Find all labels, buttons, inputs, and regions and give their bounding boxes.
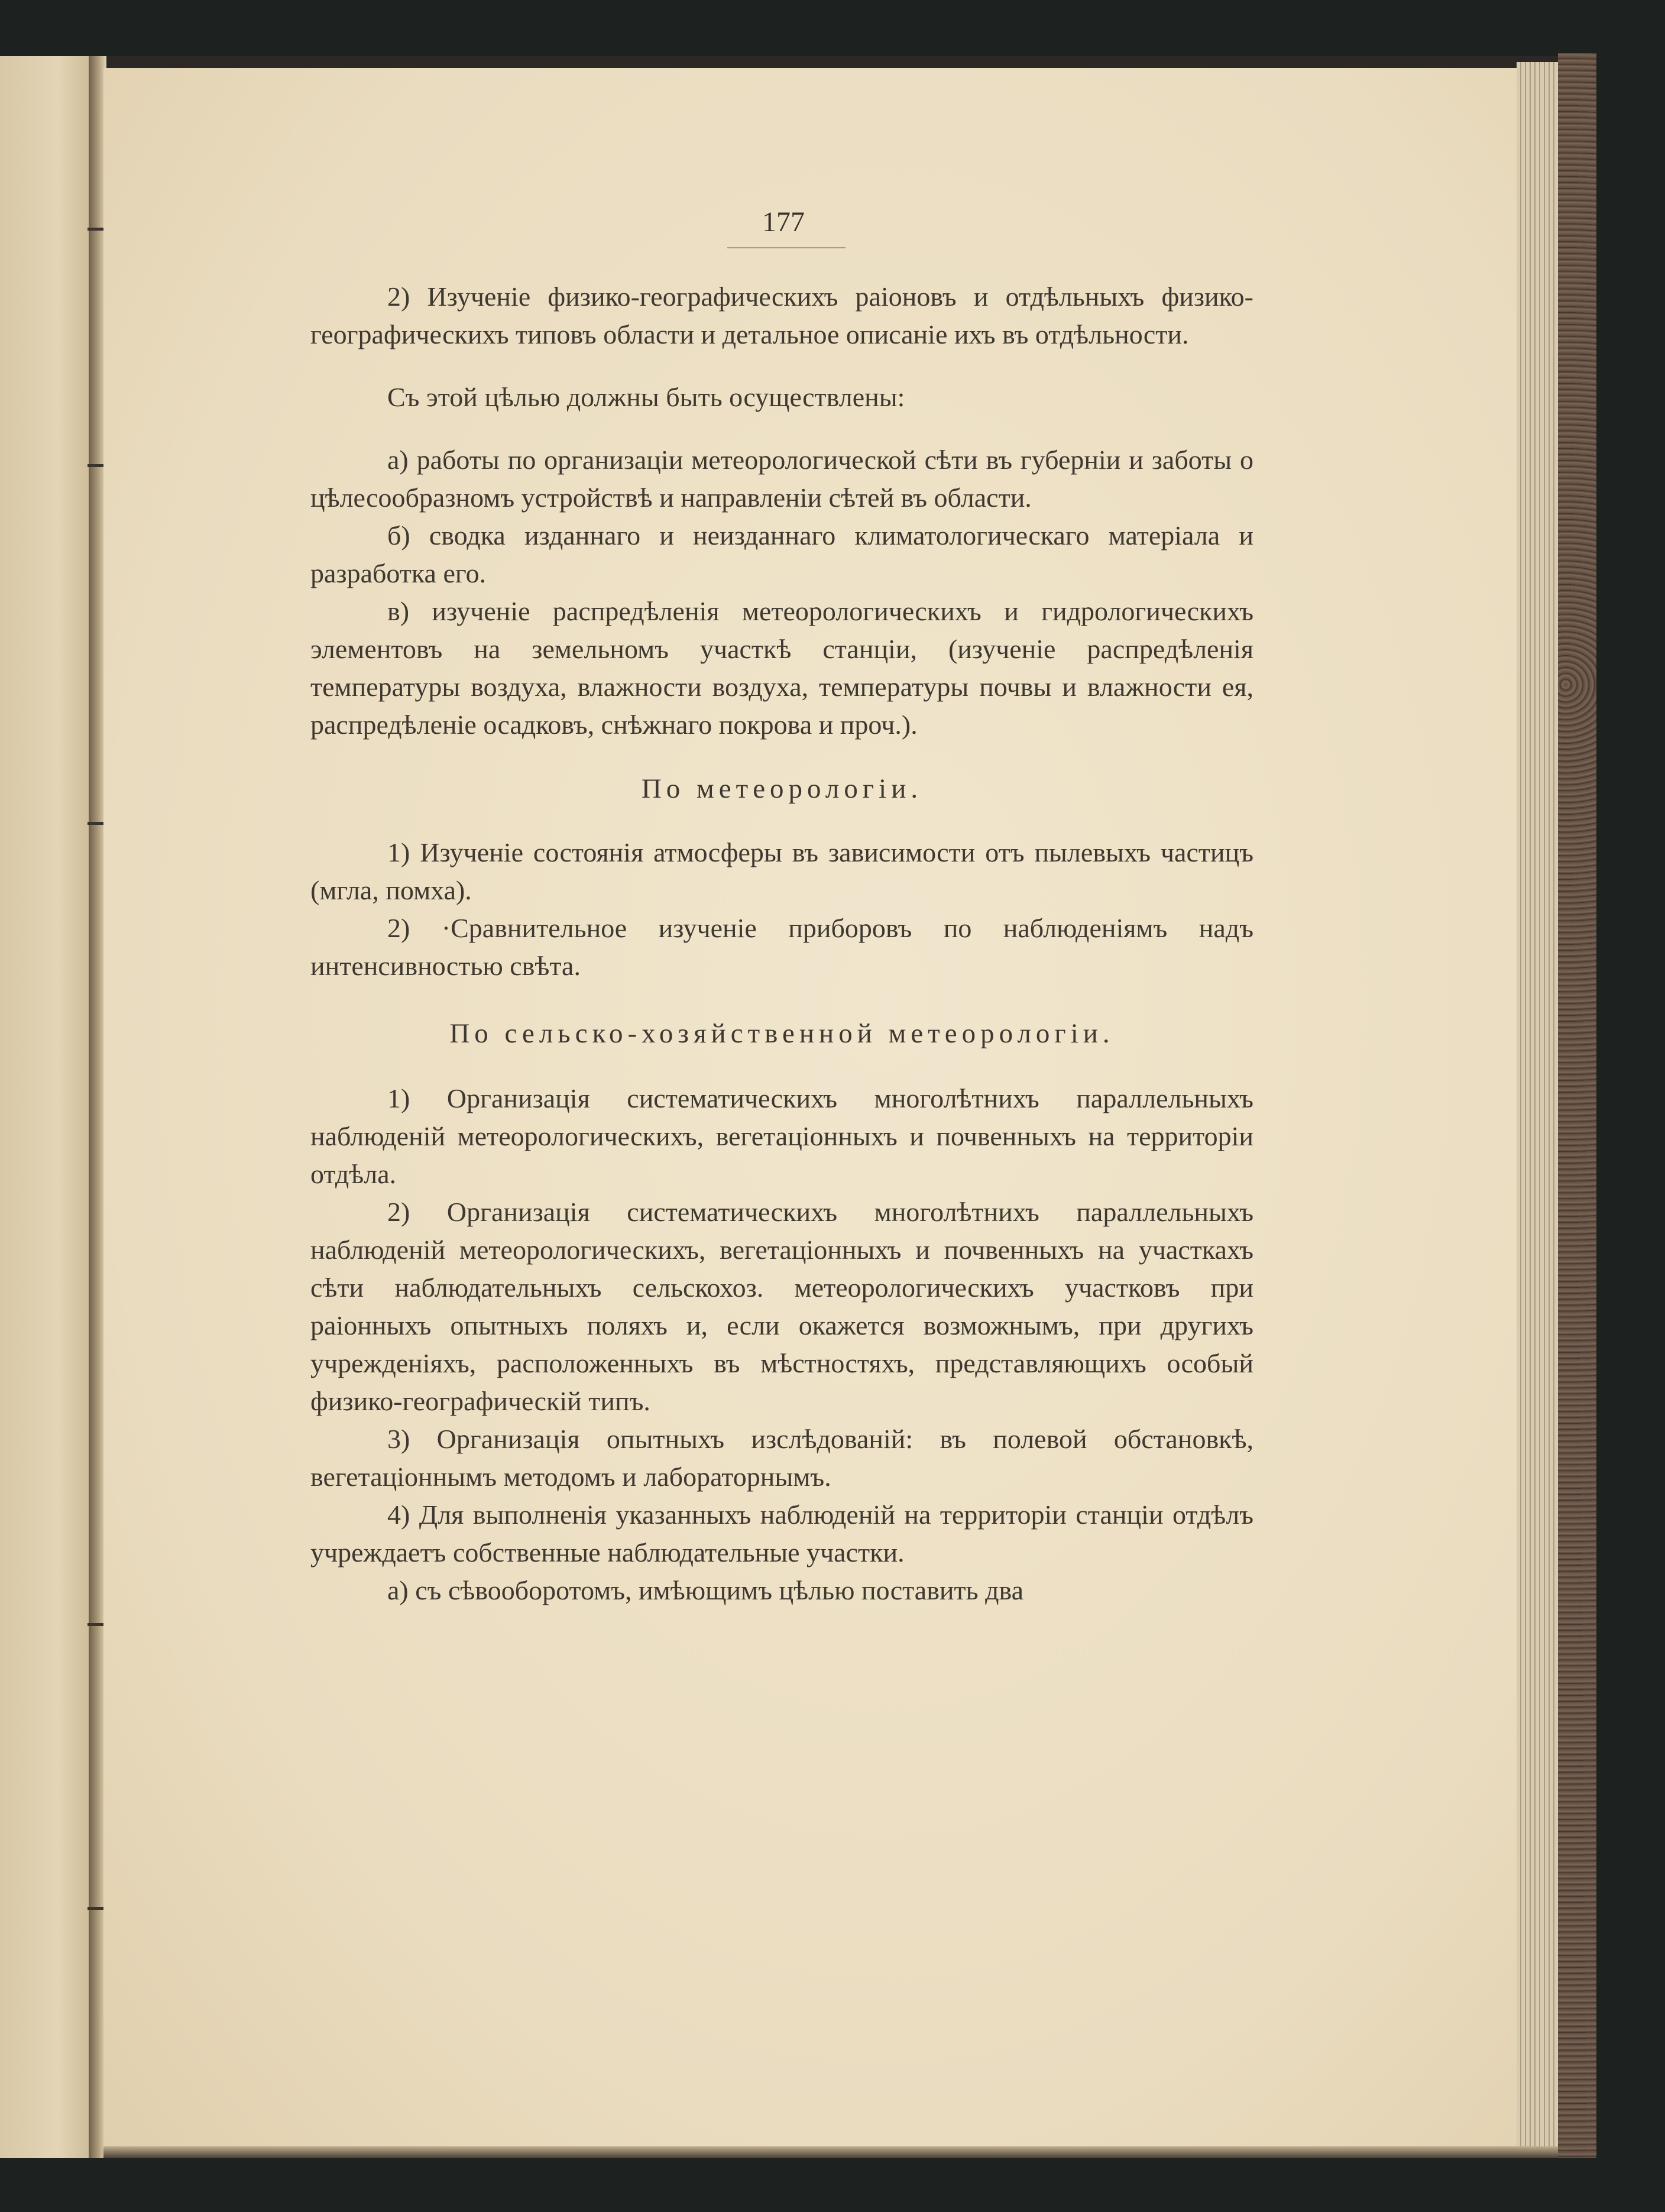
section-heading: По сельско-хозяйственной метеорологіи.: [449, 1018, 1115, 1049]
paragraph: а) съ сѣвооборотомъ, имѣющимъ цѣлью поставить два: [387, 1575, 1024, 1605]
page-number-rule: [727, 247, 846, 248]
paragraph: 2) Изученіе физико-географическихъ раіоновъ и отдѣльныхъ физико-географическихъ типовъ области и детальное описаніе ихъ въ отдѣльности.: [310, 281, 1253, 349]
page-bottom-edge: [103, 2146, 1558, 2158]
section-heading: По метеорологіи.: [641, 773, 923, 804]
page-stack-edge: [1517, 62, 1561, 2155]
paragraph: б) сводка изданнаго и неизданнаго климатологическаго матеріала и разработка его.: [310, 520, 1253, 588]
page-body: [310, 278, 1253, 1609]
paragraph: а) работы по организаціи метеорологической сѣти въ губерніи и заботы о цѣлесообразномъ устройствѣ и направленіи сѣтей въ области.: [310, 445, 1253, 513]
paragraph: 4) Для выполненія указанныхъ наблюденій на территоріи станціи отдѣлъ учреждаетъ собственные наблюдательные участки.: [310, 1500, 1253, 1567]
left-page-edge: [0, 56, 98, 2158]
paragraph: 2) ·Сравнительное изученіе приборовъ по наблюденіямъ надъ интенсивностью свѣта.: [310, 913, 1253, 981]
paragraph: 1) Организація систематическихъ многолѣтнихъ параллельныхъ наблюденій метеорологическихъ, вегетаціонныхъ и почвенныхъ на территоріи отдѣла.: [310, 1083, 1253, 1189]
paragraph: 1) Изученіе состоянія атмосферы въ зависимости отъ пылевыхъ частицъ (мгла, помха).: [310, 837, 1253, 905]
paragraph: 3) Организація опытныхъ изслѣдованій: въ полевой обстановкѣ, вегетаціоннымъ методомъ и лабораторнымъ.: [310, 1424, 1253, 1492]
page-number: 177: [762, 206, 805, 238]
paragraph: Съ этой цѣлью должны быть осуществлены:: [387, 382, 905, 412]
marbled-cover-edge: [1558, 53, 1596, 2158]
paragraph: 2) Организація систематическихъ многолѣтнихъ параллельныхъ наблюденій метеорологическихъ, вегетаціонныхъ и почвенныхъ на участкахъ сѣти наблюдательныхъ сельскохоз. метеорологическихъ участковъ при раіонныхъ опытныхъ поляхъ и, если окажется возможнымъ, при другихъ учрежденіяхъ, расположенныхъ въ мѣстностяхъ, представляющихъ особый физико-географическій типъ.: [310, 1197, 1253, 1416]
paragraph: в) изученіе распредѣленія метеорологическихъ и гидрологическихъ элементовъ на земельномъ участкѣ станціи, (изученіе распредѣленія температуры воздуха, влажности воздуха, температуры почвы и влажности ея, распредѣленіе осадковъ, снѣжнаго покрова и проч.).: [310, 596, 1253, 740]
